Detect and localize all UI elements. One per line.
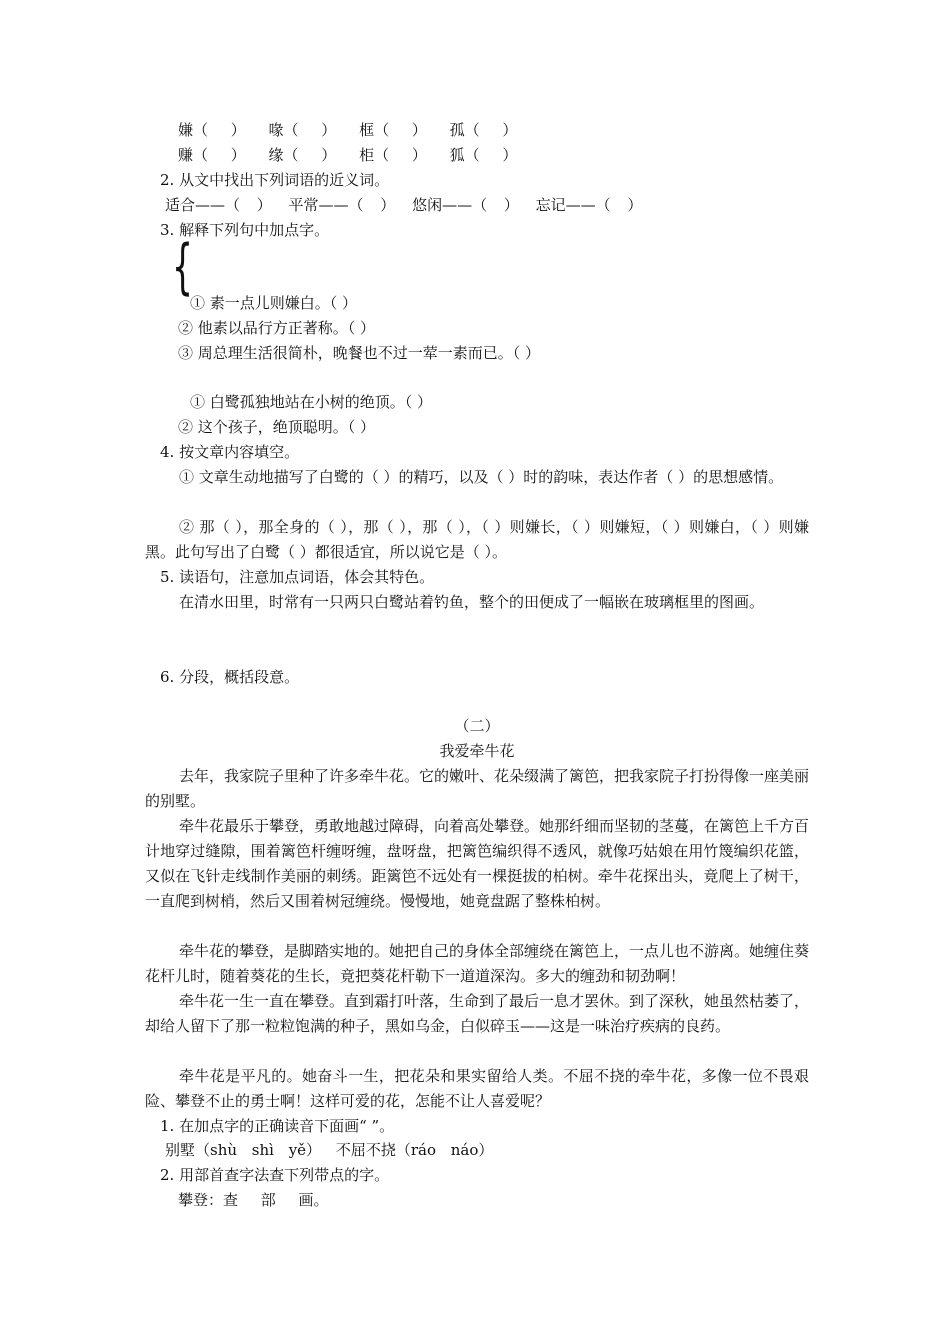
q4-item-2: ② 那（ ），那全身的（ ），那（ ），那（ ），（ ）则嫌长，（ ）则嫌短，（ ）则嫌白，（ ）则嫌黑。此句写出了白鹭（ ）都很适宜，所以说它是（ ）。 [145,518,809,561]
article-title: 我爱牵牛花 [439,742,515,760]
q3-item-a3: ③ 周总理生活很简朴，晚餐也不过一荤一素而已。（ ） [178,344,541,362]
question-6: 6. 分段，概括段意。 [160,668,300,686]
part2-question-2-items: 攀登：查 部 画。 [178,1191,329,1209]
question-3: 3. 解释下列句中加点字。 [160,221,330,239]
part2-question-1: 1. 在加点字的正确读音下面画“ ”。 [160,1117,395,1135]
question-5: 5. 读语句，注意加点词语，体会其特色。 [160,568,435,586]
char-row-1-text: 嫌（ ） 喙（ ） 框（ ） 孤（ ） [178,121,518,139]
article-paragraph-4: 牵牛花一生一直在攀登。直到霜打叶落，生命到了最后一息才罢休。到了深秋，她虽然枯萎了，却给人留下了那一粒粒饱满的种子，黑如乌金，白似碎玉——这是一味治疗疾病的良药。 [145,992,810,1035]
q4-item-1: ① 文章生动地描写了白鹭的（ ）的精巧，以及（ ）时的韵味，表达作者（ ）的思想感情。 [179,468,784,486]
part2-question-2: 2. 用部首查字法查下列带点的字。 [160,1166,390,1184]
char-row-2 [178,145,517,165]
question-2-items: 适合——（ ） 平常——（ ） 悠闲——（ ） 忘记——（ ） [165,196,643,214]
q3-item-b1: ① 白鹭孤独地站在小树的绝顶。（ ） [190,393,433,411]
q3-item-b2: ② 这个孩子，绝顶聪明。（ ） [178,418,376,436]
section-label: （二） [454,717,500,735]
part2-question-1-items: 别墅（shù shì yě） 不屈不挠（ráo náo） [165,1141,494,1159]
q3-item-a1: ① 素一点儿则嫌白。（ ） [190,294,358,312]
article-paragraph-5: 牵牛花是平凡的。她奋斗一生，把花朵和果实留给人类。不屈不挠的牵牛花，多像一位不畏艰险、攀登不止的勇士啊！这样可爱的花，怎能不让人喜爱呢？ [145,1067,809,1110]
article-paragraph-1: 去年，我家院子里种了许多牵牛花。它的嫩叶、花朵缀满了篱笆，把我家院子打扮得像一座美丽的别墅。 [145,767,810,810]
brace-symbol: { [172,232,194,302]
question-2: 2. 从文中找出下列词语的近义词。 [160,171,390,189]
article-paragraph-2: 牵牛花最乐于攀登，勇敢地越过障碍，向着高处攀登。她那纤细而坚韧的茎蔓，在篱笆上千方百计地穿过缝隙，围着篱笆杆缠呀缠，盘呀盘，把篱笆编织得不透风，就像巧姑娘在用竹篾编织花篮，又似在飞针走线制作美丽的刺绣。距篱笆不远处有一棵挺拔的柏树。牵牛花探出头，竟爬上了树干，一直爬到树梢，然后又围着树冠缠绕。慢慢地，她竟盘踞了整株柏树。 [145,817,810,910]
article-paragraph-3: 牵牛花的攀登，是脚踏实地的。她把自己的身体全部缠绕在篱笆上，一点儿也不游离。她缠住葵花杆儿时，随着葵花的生长，竟把葵花杆勒下一道道深沟。多大的缠劲和韧劲啊！ [145,942,810,985]
q3-item-a2: ② 他素以品行方正著称。（ ） [178,319,376,337]
question-4: 4. 按文章内容填空。 [160,443,300,461]
q5-sentence: 在清水田里，时常有一只两只白鹭站着钓鱼，整个的田便成了一幅嵌在玻璃框里的图画。 [179,593,765,611]
char-row-2-text: 赚（ ） 缘（ ） 柜（ ） 狐（ ） [178,146,518,164]
char-row-1 [178,120,517,140]
